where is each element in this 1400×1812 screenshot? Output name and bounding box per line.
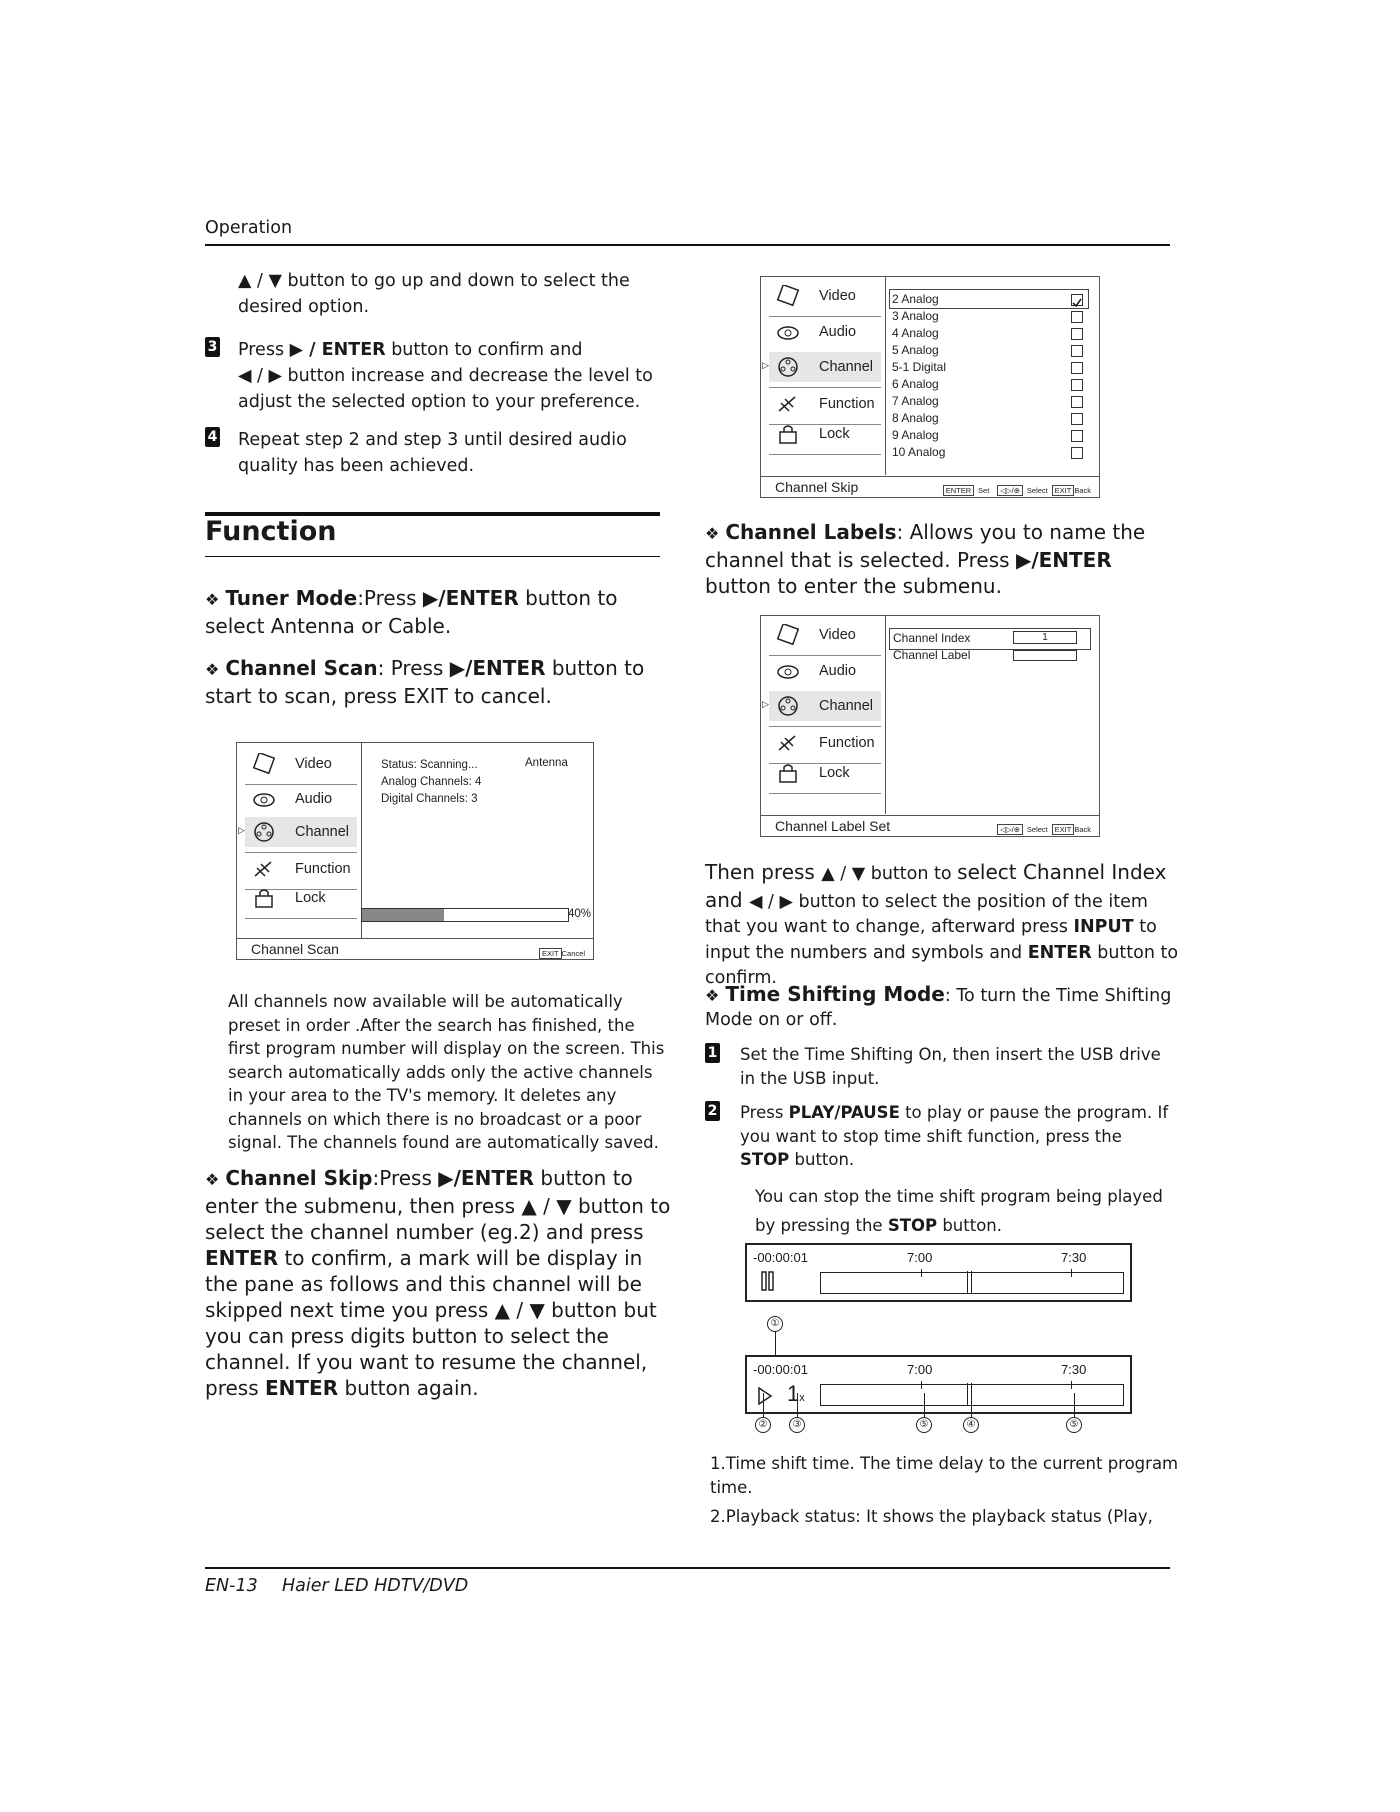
video-icon xyxy=(775,624,801,646)
skip-channel-item[interactable]: 4 Analog xyxy=(892,326,939,340)
osd-menu-video[interactable]: Video xyxy=(245,749,357,779)
osd-footer-title: Channel Skip xyxy=(775,479,859,495)
lock-icon xyxy=(775,423,801,445)
scan-progress-label: 40% xyxy=(568,908,592,920)
scan-source: Antenna xyxy=(525,757,568,769)
osd-menu-function[interactable]: Function xyxy=(769,728,881,758)
play-icon xyxy=(757,1387,773,1405)
note-2: 2.Playback status: It shows the playback status (Play, xyxy=(710,1507,1153,1526)
playback-speed: 1x xyxy=(787,1381,805,1406)
skip-channel-item[interactable]: 9 Analog xyxy=(892,428,939,442)
channel-icon xyxy=(251,821,277,843)
osd-side-menu xyxy=(761,277,886,475)
osd-menu-lock[interactable]: Lock xyxy=(769,758,881,788)
osd-menu-audio[interactable]: Audio xyxy=(769,317,881,347)
digital-count: Digital Channels: 3 xyxy=(381,793,478,805)
time-shifting-text: ❖ Time Shifting Mode: To turn the Time Shifting Mode on or off. xyxy=(705,982,1172,1030)
note-1: 1.Time shift time. The time delay to the current program time. xyxy=(710,1454,1179,1497)
channel-icon xyxy=(775,356,801,378)
osd-footer-title: Channel Scan xyxy=(251,941,339,957)
callout-2: ② xyxy=(755,1417,771,1433)
tick-start xyxy=(921,1381,922,1389)
skip-channel-item[interactable]: 10 Analog xyxy=(892,445,946,459)
scan-status: Status: Scanning... xyxy=(381,759,478,771)
callout-5b-line xyxy=(1074,1393,1075,1417)
footer-rule xyxy=(205,1567,1170,1569)
stop-note: You can stop the time shift program being played by pressing the STOP button. xyxy=(755,1187,1163,1235)
page-number: EN-13 xyxy=(205,1576,258,1596)
channel-label-input[interactable] xyxy=(1013,650,1077,661)
check-icon xyxy=(1072,298,1082,308)
osd-menu-video[interactable]: Video xyxy=(769,281,881,311)
callout-5a: ⑤ xyxy=(916,1417,932,1433)
skip-channel-item[interactable]: 5-1 Digital xyxy=(892,360,947,374)
osd-footer-title: Channel Label Set xyxy=(775,818,891,834)
timeshift-time: -00:00:01 xyxy=(753,1250,808,1265)
function-icon xyxy=(775,393,801,415)
timeshift-mark-start: 7:00 xyxy=(907,1362,933,1377)
audio-icon xyxy=(775,321,801,343)
callout-4-line xyxy=(971,1393,972,1417)
tick-end xyxy=(1071,1269,1072,1277)
skip-checkbox[interactable] xyxy=(1071,413,1083,425)
channel-label-label: Channel Label xyxy=(893,648,971,662)
function-heading: Function xyxy=(205,516,337,547)
function-icon xyxy=(251,858,277,880)
skip-checkbox[interactable] xyxy=(1071,311,1083,323)
channel-label-osd xyxy=(760,615,1100,837)
exit-cancel-hint: EXIT Cancel xyxy=(539,943,585,959)
skip-checkbox[interactable] xyxy=(1071,379,1083,391)
skip-checkbox[interactable] xyxy=(1071,294,1083,306)
osd-menu-channel[interactable]: ▷ Channel xyxy=(769,691,881,721)
timeshift-mark-end: 7:30 xyxy=(1061,1250,1087,1265)
skip-channel-item[interactable]: 8 Analog xyxy=(892,411,939,425)
osd-menu-video[interactable]: Video xyxy=(769,620,881,650)
pause-icon xyxy=(761,1271,775,1291)
channel-skip-text: ❖ Channel Skip:Press ▶/ENTER button to enter the submenu, then press ▲ / ▼ button to select the channel number (eg.2) and press ENTER to confirm, a mark will be display in the pane as follows and this channel will be skipped next time you press ▲ / ▼ button but you can press digits button to select the channel. If you want to resume the channel, press ENTER button again. xyxy=(205,1166,671,1400)
osd-footer xyxy=(761,815,1099,836)
skip-checkbox[interactable] xyxy=(1071,362,1083,374)
osd-menu-function[interactable]: Function xyxy=(245,854,357,884)
ts-step-1-text: Set the Time Shifting On, then insert the USB drive in the USB input. xyxy=(740,1045,1161,1088)
timeshift-track xyxy=(820,1384,1124,1406)
ts-step-number-1: 1 xyxy=(705,1043,720,1063)
osd-menu-function[interactable]: Function xyxy=(769,389,881,419)
header-rule xyxy=(205,244,1170,246)
tuner-mode-text: ❖ Tuner Mode:Press ▶/ENTER button to select Antenna or Cable. xyxy=(205,586,618,638)
footer-hints: ENTER Set ◁▷/⊕ Select EXIT Back xyxy=(943,480,1091,496)
skip-checkbox[interactable] xyxy=(1071,430,1083,442)
osd-side-menu xyxy=(761,616,886,814)
ts-step-2-text: Press PLAY/PAUSE to play or pause the program. If you want to stop time shift function, press the STOP button. xyxy=(740,1103,1169,1169)
osd-side-menu xyxy=(237,743,362,938)
step-number-3: 3 xyxy=(205,337,220,357)
intro-text: ▲ / ▼ button to go up and down to select the desired option. xyxy=(238,271,630,317)
osd-menu-channel[interactable]: ▷ Channel xyxy=(245,817,357,847)
step-3-text: Press ▶ / ENTER button to confirm and ◀ / ▶ button increase and decrease the level to adjust the selected option to your preference. xyxy=(238,340,653,412)
selected-arrow-icon: ▷ xyxy=(762,699,769,709)
auto-preset-paragraph: All channels now available will be automatically preset in order .After the search has finished, the first program number will display on the screen. This search automatically adds only the active channels in your area to the TV's memory. It deletes any channels on which there is no broadcast or a poor signal. The channels found are automatically saved. xyxy=(228,992,665,1152)
function-icon xyxy=(775,732,801,754)
footer-hints: ◁▷/⊕ Select EXIT Back xyxy=(997,819,1091,835)
skip-channel-item[interactable]: 6 Analog xyxy=(892,377,939,391)
channel-skip-osd xyxy=(760,276,1100,498)
osd-menu-lock[interactable]: Lock xyxy=(769,419,881,449)
callout-1-line xyxy=(775,1331,776,1355)
channel-index-label: Channel Index xyxy=(893,631,971,645)
video-icon xyxy=(251,753,277,775)
step-number-4: 4 xyxy=(205,427,220,447)
osd-menu-audio[interactable]: Audio xyxy=(769,656,881,686)
skip-checkbox[interactable] xyxy=(1071,447,1083,459)
step-4-text: Repeat step 2 and step 3 until desired audio quality has been achieved. xyxy=(238,430,627,476)
channel-index-instructions: Then press ▲ / ▼ button to select Channel Index and ◀ / ▶ button to select the position of the item that you want to change, afterward press INPUT to input the numbers and symbols and ENTER button to confirm. xyxy=(705,860,1179,988)
timeshift-playhead[interactable] xyxy=(967,1271,972,1293)
scan-progress-fill xyxy=(362,909,444,921)
selected-arrow-icon: ▷ xyxy=(238,825,245,835)
channel-scan-osd xyxy=(236,742,594,960)
scan-status-block xyxy=(381,757,481,808)
timeshift-bar-paused xyxy=(745,1243,1132,1302)
lock-icon xyxy=(251,887,277,909)
skip-channel-list xyxy=(889,289,1091,473)
callout-2-line xyxy=(763,1393,764,1417)
skip-checkbox[interactable] xyxy=(1071,396,1083,408)
callout-3: ③ xyxy=(789,1417,805,1433)
skip-checkbox[interactable] xyxy=(1071,328,1083,340)
analog-count: Analog Channels: 4 xyxy=(381,776,482,788)
channel-scan-text: ❖ Channel Scan: Press ▶/ENTER button to start to scan, press EXIT to cancel. xyxy=(205,656,645,708)
channel-index-input[interactable]: 1 xyxy=(1013,631,1077,644)
callout-5a-line xyxy=(924,1393,925,1417)
skip-checkbox[interactable] xyxy=(1071,345,1083,357)
up-down-arrows: ▲ / ▼ xyxy=(238,271,282,291)
callout-1: ① xyxy=(767,1316,783,1332)
ts-step-number-2: 2 xyxy=(705,1101,720,1121)
skip-channel-item[interactable]: 3 Analog xyxy=(892,309,939,323)
osd-footer xyxy=(761,476,1099,497)
timeshift-mark-start: 7:00 xyxy=(907,1250,933,1265)
audio-icon xyxy=(775,660,801,682)
skip-channel-item[interactable]: 2 Analog xyxy=(892,292,939,306)
callout-4: ④ xyxy=(963,1417,979,1433)
tick-end xyxy=(1071,1381,1072,1389)
channel-labels-text: ❖ Channel Labels: Allows you to name the channel that is selected. Press ▶/ENTER button to enter the submenu. xyxy=(705,520,1146,598)
timeshift-time: -00:00:01 xyxy=(753,1362,808,1377)
timeshift-track xyxy=(820,1272,1124,1294)
tick-start xyxy=(921,1269,922,1277)
scan-progress-bar xyxy=(361,908,569,922)
section-header: Operation xyxy=(205,218,293,238)
function-bottom-rule xyxy=(205,556,660,557)
osd-menu-channel[interactable]: ▷ Channel xyxy=(769,352,881,382)
lock-icon xyxy=(775,762,801,784)
skip-channel-item[interactable]: 7 Analog xyxy=(892,394,939,408)
skip-channel-item[interactable]: 5 Analog xyxy=(892,343,939,357)
timeshift-mark-end: 7:30 xyxy=(1061,1362,1087,1377)
osd-menu-audio[interactable]: Audio xyxy=(245,784,357,814)
selected-arrow-icon: ▷ xyxy=(762,360,769,370)
channel-icon xyxy=(775,695,801,717)
audio-icon xyxy=(251,788,277,810)
video-icon xyxy=(775,285,801,307)
callout-3-line xyxy=(797,1393,798,1417)
osd-menu-lock[interactable]: Lock xyxy=(245,883,357,913)
product-name: Haier LED HDTV/DVD xyxy=(282,1576,469,1596)
osd-footer xyxy=(237,938,593,959)
callout-5b: ⑤ xyxy=(1066,1417,1082,1433)
